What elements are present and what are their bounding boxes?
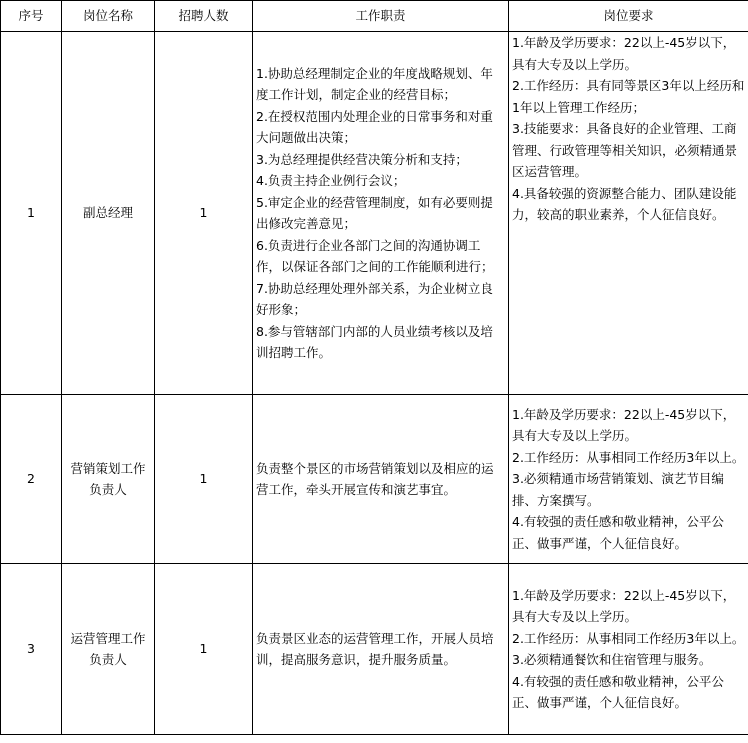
cell-no: 1 — [1, 32, 62, 395]
cell-requirements — [509, 32, 748, 395]
cell-no: 3 — [1, 564, 62, 735]
requirement-item: 1.年龄及学历要求：22以上-45岁以下，具有大专及以上学历。 — [512, 587, 736, 624]
requirement-item: 4.具备较强的资源整合能力、团队建设能力，较高的职业素养，个人征信良好。 — [512, 185, 737, 222]
requirement-item: 2.工作经历：从事相同工作经历3年以上。 — [512, 630, 745, 646]
header-count: 招聘人数 — [155, 1, 253, 32]
duty-item: 5.审定企业的经营管理制度，如有必要则提出修改完善意见； — [256, 194, 493, 231]
duty-item: 8.参与管辖部门内部的人员业绩考核以及培训招聘工作。 — [256, 323, 493, 360]
cell-no: 2 — [1, 395, 62, 564]
requirement-item: 2.工作经历：具有同等景区3年以上经历和1年以上管理工作经历； — [512, 78, 745, 115]
cell-count: 1 — [155, 564, 253, 735]
requirement-item: 3.必须精通餐饮和住宿管理与服务。 — [512, 652, 712, 667]
header-position: 岗位名称 — [62, 1, 155, 32]
cell-count: 1 — [155, 395, 253, 564]
cell-duties — [253, 32, 509, 395]
cell-duties — [253, 564, 509, 735]
table-row — [1, 32, 748, 395]
duty-item: 负责景区业态的运营管理工作，开展人员培训，提高服务意识，提升服务质量。 — [256, 630, 494, 667]
header-no: 序号 — [1, 1, 62, 32]
requirement-item: 3.技能要求：具备良好的企业管理、工商管理、行政管理等相关知识，必须精通景区运营管理。 — [512, 121, 738, 179]
header-duties: 工作职责 — [253, 1, 509, 32]
requirement-item: 3.必须精通市场营销策划、演艺节目编排、方案撰写。 — [512, 471, 724, 508]
duty-item: 4.负责主持企业例行会议； — [256, 173, 406, 188]
duty-item: 7.协助总经理处理外部关系，为企业树立良好形象； — [256, 280, 493, 317]
cell-position: 营销策划工作负责人 — [62, 395, 155, 564]
requirement-item: 4.有较强的责任感和敬业精神，公平公正、做事严谨，个人征信良好。 — [512, 673, 724, 710]
requirement-item: 1.年龄及学历要求：22以上-45岁以下，具有大专及以上学历。 — [512, 35, 736, 72]
cell-requirements — [509, 395, 748, 564]
cell-count: 1 — [155, 32, 253, 395]
table-row — [1, 395, 748, 564]
duty-item: 2.在授权范围内处理企业的日常事务和对重大问题做出决策； — [256, 108, 493, 145]
header-requirements: 岗位要求 — [509, 1, 748, 32]
duty-item: 6.负责进行企业各部门之间的沟通协调工作，以保证各部门之间的工作能顺利进行； — [256, 237, 494, 274]
requirement-item: 1.年龄及学历要求：22以上-45岁以下，具有大专及以上学历。 — [512, 406, 736, 444]
cell-duties — [253, 395, 509, 564]
duty-item: 负责整个景区的市场营销策划以及相应的运营工作，牵头开展宣传和演艺事宜。 — [256, 460, 494, 497]
table-row — [1, 564, 748, 735]
cell-requirements — [509, 564, 748, 735]
cell-position: 副总经理 — [62, 32, 155, 395]
cell-position: 运营管理工作负责人 — [62, 564, 155, 735]
header-row — [1, 1, 748, 32]
requirement-item: 2.工作经历：从事相同工作经历3年以上。 — [512, 449, 745, 465]
requirement-item: 4.有较强的责任感和敬业精神，公平公正、做事严谨，个人征信良好。 — [512, 514, 724, 551]
duty-item: 1.协助总经理制定企业的年度战略规划、年度工作计划，制定企业的经营目标； — [256, 65, 493, 102]
duty-item: 3.为总经理提供经营决策分析和支持； — [256, 151, 468, 167]
